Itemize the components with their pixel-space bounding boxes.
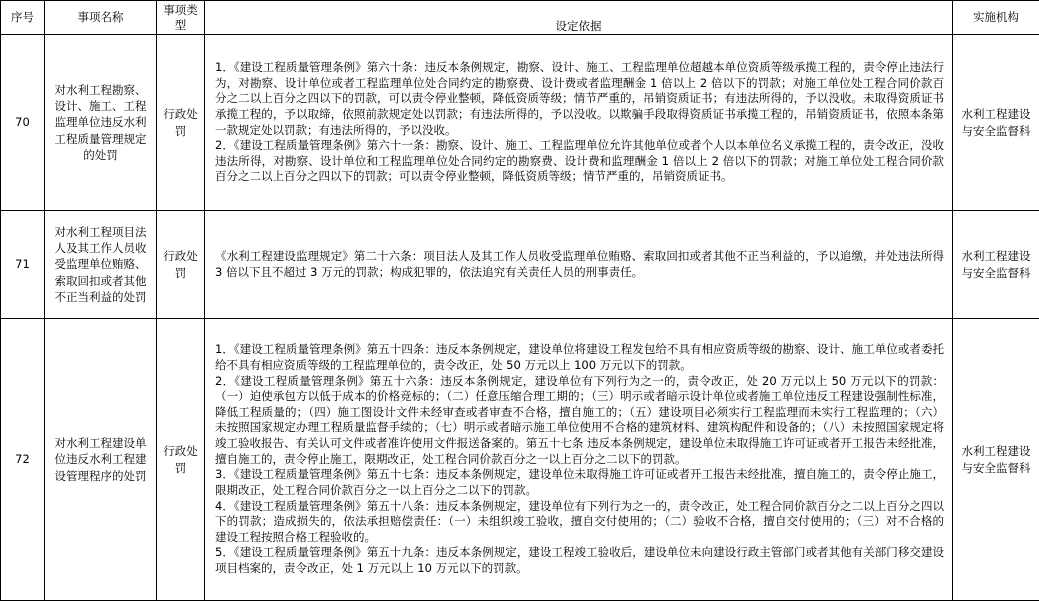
header-no: 序号 [1, 1, 45, 35]
row-number: 71 [1, 211, 45, 319]
legal-basis [205, 211, 953, 319]
header-basis: 设定依据 [205, 1, 953, 35]
table-header [1, 1, 1039, 35]
item-name: 对水利工程建设单位违反水利工程建设管理程序的处罚 [45, 319, 157, 601]
header-name: 事项名称 [45, 1, 157, 35]
table-row [1, 35, 1039, 211]
basis-clause: 《水利工程建设监理规定》第二十六条：项目法人及其工作人员收受监理单位贿赂、索取回扣或者其他不正当利益的，予以追缴，并处违法所得 3 倍以下且不超过 3 万元的罚款；构成犯罪的，依法追究有关责任人员的刑事责任。 [215, 249, 944, 280]
item-type: 行政处罚 [157, 319, 205, 601]
table-body [1, 35, 1039, 601]
implementing-agency: 水利工程建设与安全监督科 [953, 319, 1039, 601]
row-number: 70 [1, 35, 45, 211]
table-row [1, 319, 1039, 601]
item-type: 行政处罚 [157, 211, 205, 319]
table-row [1, 211, 1039, 319]
item-name: 对水利工程项目法人及其工作人员收受监理单位贿赂、索取回扣或者其他不正当利益的处罚 [45, 211, 157, 319]
basis-clause: 1．《建设工程质量管理条例》第五十四条：违反本条例规定，建设单位将建设工程发包给不具有相应资质等级的勘察、设计、施工单位或者委托给不具有相应资质等级的工程监理单位的，责令改正，处 50 万元以上 100 万元以下的罚款。 [215, 342, 944, 373]
basis-clause: 5．《建设工程质量管理条例》第五十九条：违反本条例规定，建设工程竣工验收后，建设单位未向建设行政主管部门或者其他有关部门移交建设项目档案的，责令改正，处 1 万元以上 10 万元以下的罚款。 [215, 545, 944, 576]
basis-clause: 1．《建设工程质量管理条例》第六十条：违反本条例规定，勘察、设计、施工、工程监理单位超越本单位资质等级承揽工程的，责令停止违法行为，对勘察、设计单位或者工程监理单位处合同约定的勘察费、设计费或者监理酬金 1 倍以上 2 倍以下的罚款；对施工单位处工程合同价款百分之二以上百分之四以下的罚款，可以责令停业整顿，降低资质等级；情节严重的，吊销资质证书；有违法所得的，予以没收。未取得资质证书承揽工程的，予以取缔，依照前款规定处以罚款；有违法所得的，予以没收。以欺骗手段取得资质证书承揽工程的，吊销资质证书，依照本条第一款规定处以罚款；有违法所得的，予以没收。 [215, 60, 944, 138]
legal-basis [205, 319, 953, 601]
implementing-agency: 水利工程建设与安全监督科 [953, 211, 1039, 319]
header-row [1, 1, 1039, 35]
implementing-agency: 水利工程建设与安全监督科 [953, 35, 1039, 211]
header-type: 事项类型 [157, 1, 205, 35]
item-name: 对水利工程勘察、设计、施工、工程监理单位违反水利工程质量管理规定的处罚 [45, 35, 157, 211]
basis-clause: 3．《建设工程质量管理条例》第五十七条：违反本条例规定，建设单位未取得施工许可证或者开工报告未经批准，擅自施工的，责令停止施工，限期改正，处工程合同价款百分之一以上百分之二以下的罚款。 [215, 467, 944, 498]
item-type: 行政处罚 [157, 35, 205, 211]
basis-clause: 2．《建设工程质量管理条例》第六十一条：勘察、设计、施工、工程监理单位允许其他单位或者个人以本单位名义承揽工程的，责令改正，没收违法所得，对勘察、设计单位和工程监理单位处合同约定的勘察费、设计费和监理酬金 1 倍以上 2 倍以下的罚款；对施工单位处工程合同价款百分之二以上百分之四以下的罚款；可以责令停业整顿，降低资质等级；情节严重的，吊销资质证书。 [215, 138, 944, 185]
legal-basis [205, 35, 953, 211]
row-number: 72 [1, 319, 45, 601]
basis-clause: 2．《建设工程质量管理条例》第五十六条：违反本条例规定，建设单位有下列行为之一的，责令改正，处 20 万元以上 50 万元以下的罚款：（一）迫使承包方以低于成本的价格竞标的；（二）任意压缩合理工期的；（三）明示或者暗示设计单位或者施工单位违反工程建设强制性标准，降低工程质量的；（四）施工图设计文件未经审查或者审查不合格，擅自施工的；（五）建设项目必须实行工程监理而未实行工程监理的；（六）未按照国家规定办理工程质量监督手续的；（七）明示或者暗示施工单位使用不合格的建筑材料、建筑构配件和设备的；（八）未按照国家规定将竣工验收报告、有关认可文件或者准许使用文件报送备案的。第五十七条 违反本条例规定，建设单位未取得施工许可证或者开工报告未经批准，擅自施工的，责令停止施工，限期改正，处工程合同价款百分之一以上百分之二以下的罚款。 [215, 374, 944, 468]
header-org: 实施机构 [953, 1, 1039, 35]
basis-clause: 4．《建设工程质量管理条例》第五十八条：违反本条例规定，建设单位有下列行为之一的，责令改正，处工程合同价款百分之二以上百分之四以下的罚款；造成损失的，依法承担赔偿责任：（一）未组织竣工验收，擅自交付使用的；（二）验收不合格，擅自交付使用的；（三）对不合格的建设工程按照合格工程验收的。 [215, 499, 944, 546]
